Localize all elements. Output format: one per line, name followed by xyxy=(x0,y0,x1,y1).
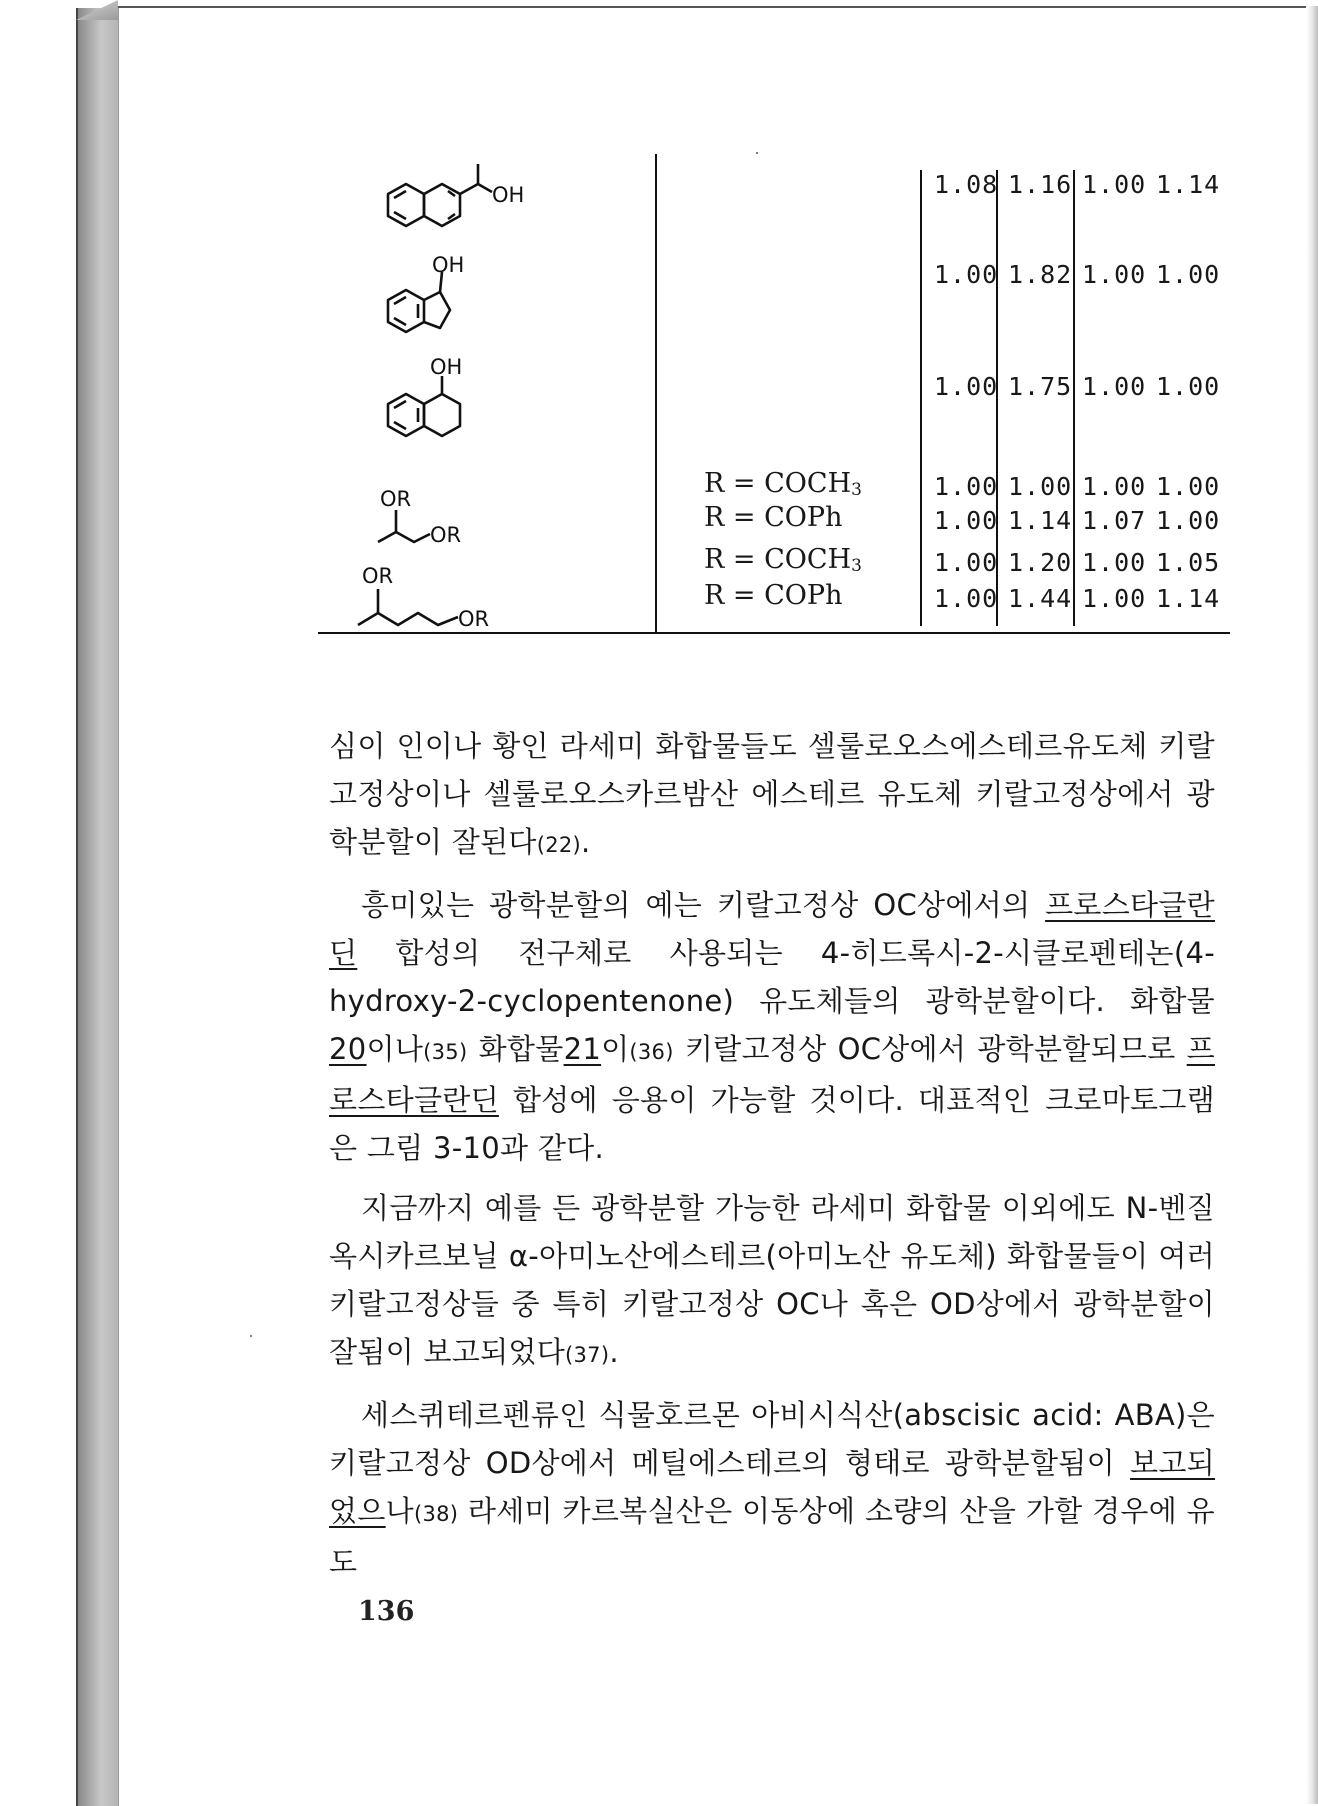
table-cell: 1.00 xyxy=(1156,372,1221,401)
structure-indanol xyxy=(358,250,538,345)
table-cell: 1.00 xyxy=(1156,506,1221,535)
table-cell: 1.14 xyxy=(1008,506,1073,535)
table-cell: 1.75 xyxy=(1008,372,1073,401)
book-spine xyxy=(76,8,120,1806)
table-cell: 1.44 xyxy=(1008,584,1073,613)
structure-label: OH xyxy=(432,253,465,277)
citation: (22) xyxy=(536,833,582,857)
table-cell: 1.14 xyxy=(1156,584,1221,613)
r-group-label: R = COPh xyxy=(704,502,843,533)
table-cell: 1.08 xyxy=(934,170,999,199)
underlined-term: 보고되었으 xyxy=(329,1446,1215,1528)
citation: (35) xyxy=(423,1040,468,1064)
structure-label: OR xyxy=(380,487,412,511)
structure-propanediol-diester xyxy=(358,480,538,558)
table-cell: 1.05 xyxy=(1156,548,1221,577)
table-vertical-rule xyxy=(655,154,657,632)
structure-label: OH xyxy=(492,183,525,207)
table-vertical-rule xyxy=(1073,170,1075,626)
table-cell: 1.00 xyxy=(934,548,999,577)
table-cell: 1.82 xyxy=(1008,260,1073,289)
structure-butanediol-diester xyxy=(358,555,578,635)
table-cell: 1.00 xyxy=(934,584,999,613)
table-cell: 1.00 xyxy=(1082,548,1147,577)
citation: (38) xyxy=(413,1502,459,1526)
underlined-term: 프로스타글란딘 xyxy=(329,888,1215,970)
table-cell: 1.00 xyxy=(1156,260,1221,289)
body-text xyxy=(329,722,1215,1586)
citation: (37) xyxy=(565,1343,610,1367)
table-cell: 1.00 xyxy=(934,260,999,289)
table-cell: 1.07 xyxy=(1082,506,1147,535)
paragraph-2: 흥미있는 광학분할의 예는 키랄고정상 OC상에서의 프로스타글란딘 합성의 전구체로 사용되는 4-히드록시-2-시클로펜테논(4-hydroxy-2-cyclopentenone) 유도체들의 광학분할이다. 화합물 20이나(35) 화합물21이(36) 키랄고정상 OC상에서 광학분할되므로 프로스타글란딘 합성에 응용이 가능할 것이다. 대표적인 크로마토그램은 그림 3-10과 같다. xyxy=(329,888,1215,1165)
table-cell: 1.00 xyxy=(1082,260,1147,289)
paragraph-4: 세스퀴테르펜류인 식물호르몬 아비시식산(abscisic acid: ABA)은 키랄고정상 OD상에서 메틸에스테르의 형태로 광학분할됨이 보고되었으나(38) 라세미 카르복실산은 이동상에 소량의 산을 가할 경우에 유도 xyxy=(329,1398,1215,1579)
structure-tetralol xyxy=(358,352,538,462)
structure-label: OR xyxy=(362,564,394,588)
structure-naphthylethanol xyxy=(358,164,538,254)
paragraph-3: 지금까지 예를 든 광학분할 가능한 라세미 화합물 이외에도 N-벤질옥시카르보닐 α-아미노산에스테르(아미노산 유도체) 화합물들이 여러 키랄고정상들 중 특히 키랄고정상 OC나 혹은 OD상에서 광학분할이 잘됨이 보고되었다(37). xyxy=(329,1191,1215,1369)
table-vertical-rule xyxy=(920,170,922,626)
structure-label: OH xyxy=(430,355,463,379)
table-cell: 1.00 xyxy=(1082,472,1147,501)
table-cell: 1.20 xyxy=(1008,548,1073,577)
page-number: 136 xyxy=(358,1596,415,1627)
table-cell: 1.00 xyxy=(1156,472,1221,501)
table-cell: 1.14 xyxy=(1156,170,1221,199)
r-group-label: R = COPh xyxy=(704,580,843,611)
scan-speck xyxy=(250,1335,252,1337)
compound-number: 20 xyxy=(329,1032,367,1066)
page-edge-shadow xyxy=(1306,6,1318,1804)
table-cell: 1.00 xyxy=(1008,472,1073,501)
r-group-label: $R = COCH_3$ xyxy=(704,544,862,576)
r-group-label: $R = COCH_3$ xyxy=(704,468,862,500)
table-bottom-rule xyxy=(318,632,1230,634)
table-cell: 1.00 xyxy=(1082,170,1147,199)
table-cell: 1.16 xyxy=(1008,170,1073,199)
table-cell: 1.00 xyxy=(934,506,999,535)
citation: (36) xyxy=(629,1040,674,1064)
table-cell: 1.00 xyxy=(934,472,999,501)
structure-label: OR xyxy=(458,607,490,631)
table-cell: 1.00 xyxy=(1082,372,1147,401)
underlined-term: 프로스타글란딘 xyxy=(329,1032,1215,1117)
structure-label: OR xyxy=(430,523,462,547)
table-cell: 1.00 xyxy=(934,372,999,401)
compound-number: 21 xyxy=(563,1032,602,1066)
table-cell: 1.00 xyxy=(1082,584,1147,613)
selectivity-table xyxy=(318,150,1230,634)
paragraph-1: 심이 인이나 황인 라세미 화합물들도 셀룰로오스에스테르유도체 키랄고정상이나 셀룰로오스카르밤산 에스테르 유도체 키랄고정상에서 광학분할이 잘된다(22). xyxy=(329,729,1215,859)
